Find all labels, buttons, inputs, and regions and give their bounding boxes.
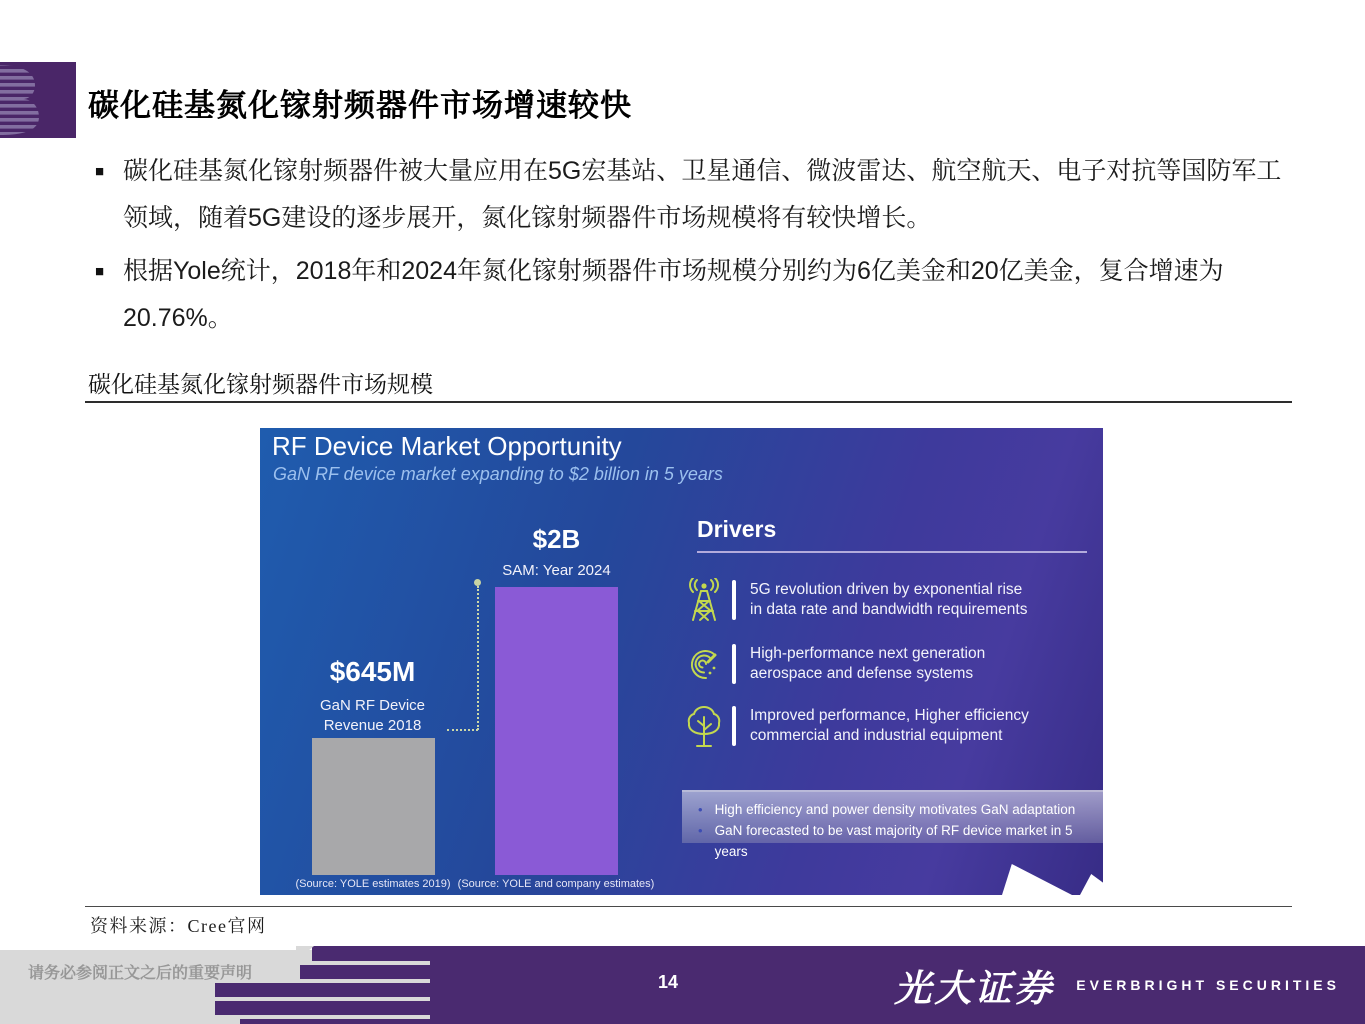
driver-5g-line1: 5G revolution driven by exponential rise [750,581,1023,598]
driver-aerospace-line1: High-performance next generation [750,645,986,662]
bullet-text-1: 碳化硅基氮化镓射频器件被大量应用在5G宏基站、卫星通信、微波雷达、航空航天、电子对抗等国防军工领域，随着5G建设的逐步展开，氮化镓射频器件市场规模将有较快增长。 [123,157,1282,232]
callout-box [682,790,1103,859]
driver-separator [732,644,736,684]
bullet-list [95,148,1295,348]
footer-bar [0,946,1365,1024]
callout-text-2: GaN forecasted to be vast majority of RF device market in 5 years [714,823,1073,859]
bar-caption-2018-line2: Revenue 2018 [323,717,422,734]
footer-stripe [240,1019,436,1024]
bar-caption-2018-line1: GaN RF Device [319,697,426,714]
bullet-square-icon: ■ [95,163,105,180]
driver-item-5g [684,578,1094,622]
bullet-item-1 [95,148,1295,242]
logo-stripes-icon [0,62,76,138]
driver-text-5g [750,580,1027,620]
driver-separator [732,706,736,746]
bar-2024 [495,587,618,875]
driver-text-industrial [750,706,1029,746]
growth-connector-horizontal [447,729,478,731]
callout-line-2 [698,820,1093,862]
bar-value-2024: $2B [532,524,581,554]
growth-connector-dot [474,579,481,586]
bullet-square-icon: ■ [95,263,105,280]
rf-market-chart [260,428,1103,895]
bar-source-2024: (Source: YOLE and company estimates) [457,878,655,890]
brand-name-chinese: 光大证券 [894,969,1055,1010]
driver-aerospace-line2: aerospace and defense systems [750,665,974,682]
footer-stripe [215,1001,452,1015]
bullet-text-2: 根据Yole统计，2018年和2024年氮化镓射频器件市场规模分别约为6亿美金和20亿美金，复合增速为20.76%。 [123,257,1224,332]
cell-tower-icon [684,578,724,622]
footer-stripe [312,946,436,961]
callout-line-1 [698,799,1093,820]
brand-name-english: EVERBRIGHT SECURITIES [1076,977,1340,993]
driver-5g-line2: in data rate and bandwidth requirements [750,601,1028,618]
bar-caption-2024: SAM: Year 2024 [502,562,611,579]
bar-source-2018: (Source: YOLE estimates 2019) [295,878,451,890]
everbright-logo-mark [0,62,76,138]
bar-2018 [312,738,435,875]
dot-bullet-icon: • [698,823,703,838]
brand-logo [894,946,1340,1024]
tree-icon [684,704,724,748]
footer-stripe [300,965,436,979]
chart-title: RF Device Market Opportunity [272,431,622,461]
callout-text-1: High efficiency and power density motivates GaN adaptation [714,802,1076,817]
footer-disclaimer: 请务必参阅正文之后的重要声明 [28,965,253,982]
chart-subtitle: GaN RF device market expanding to $2 billion in 5 years [273,464,723,484]
drivers-title: Drivers [697,516,777,542]
source-divider [85,906,1292,907]
caption-divider [85,401,1292,403]
driver-text-aerospace [750,644,985,684]
drivers-underline [697,551,1087,553]
dot-bullet-icon: • [698,802,703,817]
bar-value-2018: $645M [329,656,416,687]
decorative-arrow-icon [1002,864,1072,895]
growth-connector-vertical [477,586,479,730]
bullet-item-2 [95,248,1295,342]
source-note: 资料来源：Cree官网 [90,916,267,936]
driver-industrial-line1: Improved performance, Higher efficiency [750,707,1029,724]
driver-industrial-line2: commercial and industrial equipment [750,727,1003,744]
page-title: 碳化硅基氮化镓射频器件市场增速较快 [88,88,632,123]
radar-icon [684,642,724,686]
page-number: 14 [657,972,679,992]
driver-item-aerospace [684,642,1094,686]
driver-separator [732,580,736,620]
figure-caption: 碳化硅基氮化镓射频器件市场规模 [88,371,433,397]
driver-item-industrial [684,704,1094,748]
footer-stripe [215,983,438,997]
decorative-arrow-icon [1080,874,1103,895]
